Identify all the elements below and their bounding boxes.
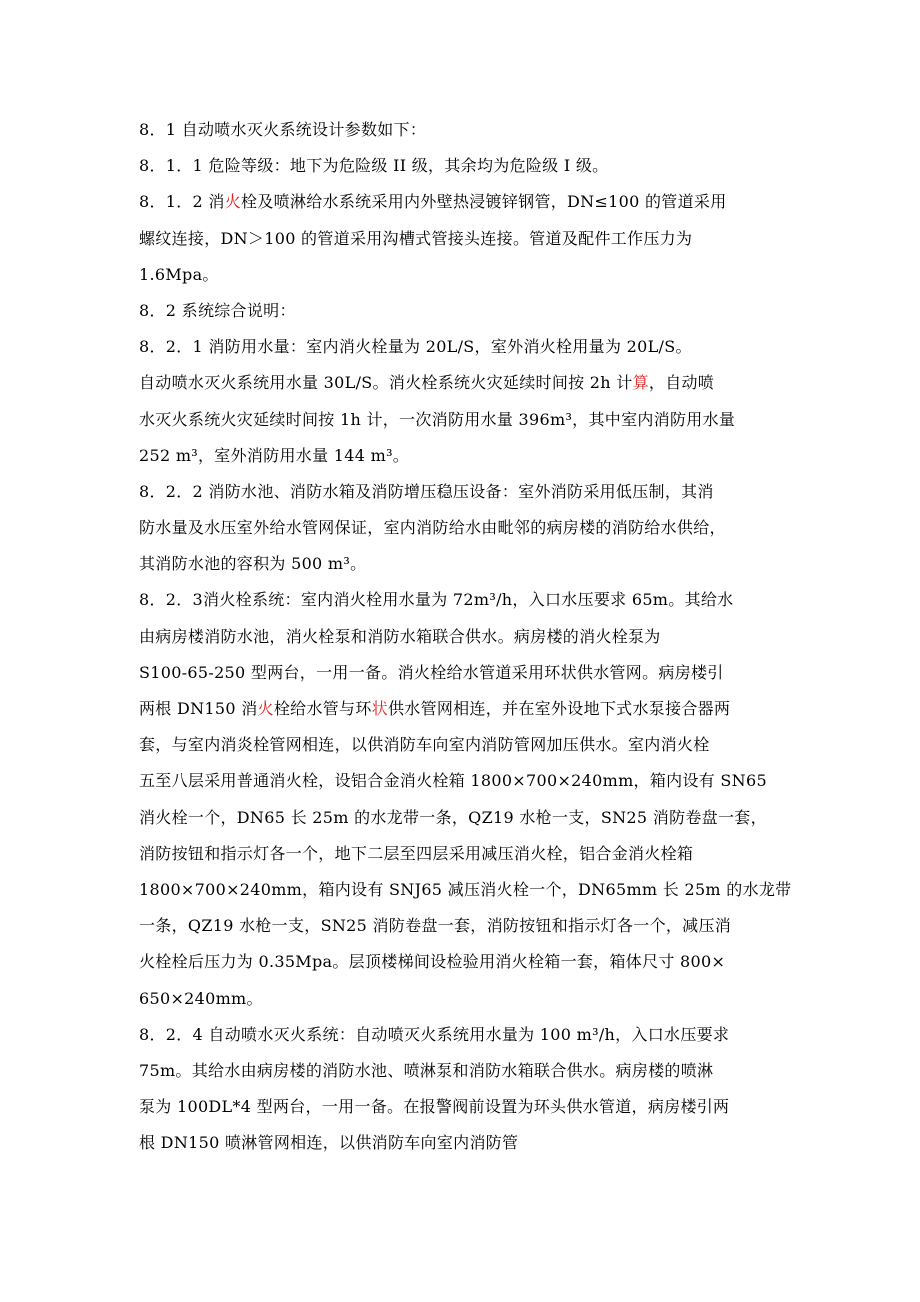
paragraph-8-2-4-line-1: 8．2．4 自动喷水灭火系统：自动喷灭火系统用水量为 100 m³/h，入口水压要求 bbox=[139, 1024, 730, 1044]
highlighted-char: 火 bbox=[257, 699, 274, 718]
paragraph-8-2-3-line-6: 五至八层采用普通消火栓，设铝合金消火栓箱 1800×700×240mm，箱内设有 SN65 bbox=[139, 771, 767, 791]
paragraph-8-2-3-line-11: 火栓栓后压力为 0.35Mpa。层顶楼梯间设检验用消火栓箱一套，箱体尺寸 800× bbox=[139, 952, 726, 972]
paragraph-8-2-3-line-2: 由病房楼消防水池，消火栓泵和消防水箱联合供水。病房楼的消火栓泵为 bbox=[139, 626, 661, 646]
paragraph-8-2-4-line-2: 75m。其给水由病房楼的消防水池、喷淋泵和消防水箱联合供水。病房楼的喷淋 bbox=[139, 1060, 714, 1080]
heading-8-2: 8．2 系统综合说明： bbox=[139, 300, 296, 320]
paragraph-8-2-3-line-5: 套，与室内消炎栓管网相连，以供消防车向室内消防管网加压供水。室内消火栓 bbox=[139, 735, 710, 755]
paragraph-8-2-1-line-4: 252 m³，室外消防用水量 144 m³。 bbox=[139, 445, 410, 465]
paragraph-8-2-3-line-7: 消火栓一个，DN65 长 25m 的水龙带一条，QZ19 水枪一支，SN25 消防卷盘一套， bbox=[139, 807, 767, 827]
highlighted-char: 算 bbox=[632, 373, 649, 393]
paragraph-8-2-4-line-4: 根 DN150 喷淋管网相连，以供消防车向室内消防管 bbox=[139, 1133, 519, 1153]
paragraph-8-2-2-line-1: 8．2．2 消防水池、消防水箱及消防增压稳压设备：室外消防采用低压制，其消 bbox=[139, 481, 714, 501]
paragraph-8-2-3-line-3: S100-65-250 型两台，一用一备。消火栓给水管道采用环状供水管网。病房楼引 bbox=[139, 662, 724, 682]
heading-8-1: 8．1 自动喷水灭火系统设计参数如下： bbox=[139, 120, 427, 139]
document-body bbox=[139, 112, 801, 1161]
paragraph-8-1-1: 8．1．1 危险等级：地下为危险级 II 级，其余均为危险级 I 级。 bbox=[139, 156, 609, 176]
highlighted-char: 火 bbox=[224, 192, 242, 212]
paragraph-8-2-1-line-3: 水灭火系统火灾延续时间按 1h 计，一次消防用水量 396m³，其中室内消防用水量 bbox=[139, 409, 736, 429]
paragraph-8-2-3-line-8: 消防按钮和指示灯各一个，地下二层至四层采用减压消火栓，铝合金消火栓箱 bbox=[139, 843, 694, 863]
paragraph-8-2-1-line-1: 8．2．1 消防用水量：室内消火栓量为 20L/S，室外消火栓用量为 20L/S。 bbox=[139, 337, 692, 357]
paragraph-8-1-2-line-3: 1.6Mpa。 bbox=[139, 264, 219, 284]
paragraph-8-2-4-line-3: 泵为 100DL*4 型两台，一用一备。在报警阀前设置为环头供水管道，病房楼引两 bbox=[139, 1097, 730, 1117]
highlighted-char: 状 bbox=[371, 699, 388, 718]
paragraph-8-1-2-line-1: 8．1．2 消火栓及喷淋给水系统采用内外壁热浸镀锌钢管，DN≤100 的管道采用 bbox=[139, 192, 727, 212]
paragraph-8-2-3-line-12: 650×240mm。 bbox=[139, 988, 263, 1008]
paragraph-8-2-3-line-4: 两根 DN150 消火栓给水管与环状供水管网相连，并在室外设地下式水泵接合器两 bbox=[139, 699, 731, 718]
paragraph-8-2-1-line-2: 自动喷水灭火系统用水量 30L/S。消火栓系统火灾延续时间按 2h 计算，自动喷 bbox=[139, 373, 715, 393]
paragraph-8-2-2-line-2: 防水量及水压室外给水管网保证，室内消防给水由毗邻的病房楼的消防给水供给， bbox=[139, 518, 726, 538]
paragraph-8-2-2-line-3: 其消防水池的容积为 500 m³。 bbox=[139, 554, 367, 574]
paragraph-8-1-2-line-2: 螺纹连接，DN＞100 的管道采用沟槽式管接头连接。管道及配件工作压力为 bbox=[139, 228, 693, 248]
paragraph-8-2-3-line-10: 一条，QZ19 水枪一支，SN25 消防卷盘一套，消防按钮和指示灯各一个，减压消 bbox=[139, 916, 732, 936]
paragraph-8-2-3-line-1: 8．2．3消火栓系统：室内消火栓用水量为 72m³/h，入口水压要求 65m。其给水 bbox=[139, 590, 734, 610]
paragraph-8-2-3-line-9: 1800×700×240mm，箱内设有 SNJ65 减压消火栓一个，DN65mm 长 25m 的水龙带 bbox=[139, 879, 792, 899]
